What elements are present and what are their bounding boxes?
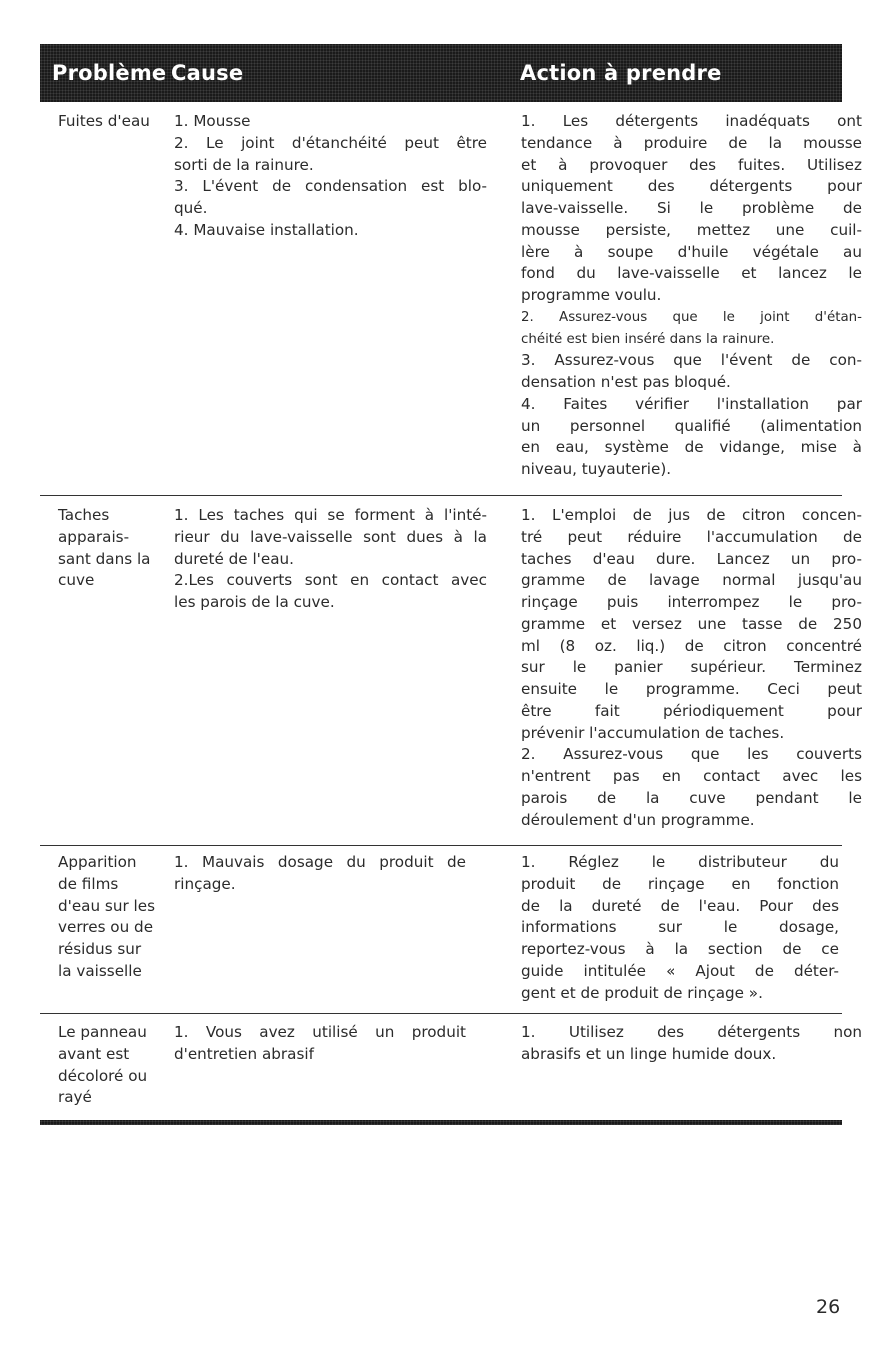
problem-text: d'eau sur les <box>58 896 156 915</box>
action-line: 3. Assurez-vous que l'évent de con- <box>521 351 862 370</box>
problem-text: décoloré ou <box>58 1066 148 1085</box>
action-line: rinçage puis interrompez le pro- <box>521 593 862 611</box>
action-line: 2. Assurez-vous que les couverts <box>521 745 862 764</box>
row-divider <box>40 495 842 496</box>
problem-text: Fuites d'eau <box>58 112 150 130</box>
problem-cell <box>58 505 150 592</box>
action-line: chéité est bien inséré dans la rainure. <box>521 331 775 347</box>
action-line: gramme et versez une tasse de 250 <box>521 614 862 633</box>
action-line: programme voulu. <box>521 286 662 304</box>
table-footer-bar <box>40 1120 842 1125</box>
action-cell <box>521 505 862 831</box>
action-line: un personnel qualifié (alimentation <box>521 416 862 435</box>
action-line: lave-vaisselle. Si le problème de <box>521 199 862 217</box>
action-line: parois de la cuve pendant le <box>521 788 862 807</box>
row-divider <box>40 845 842 846</box>
action-line: tré peut réduire l'accumulation de <box>521 527 862 546</box>
header-action: Action à prendre <box>520 61 722 85</box>
action-line: taches d'eau dure. Lancez un pro- <box>521 549 862 568</box>
action-line: 1. L'emploi de jus de citron concen- <box>521 506 862 524</box>
cause-line: rinçage. <box>174 874 236 893</box>
problem-text: apparais- <box>58 527 130 546</box>
cause-cell <box>174 505 487 614</box>
row-divider <box>40 1013 842 1014</box>
action-line: 1. Réglez le distributeur du <box>521 853 839 871</box>
cause-line: 2. Le joint d'étanchéité peut être <box>174 133 487 152</box>
action-line: fond du lave-vaisselle et lancez le <box>521 264 862 283</box>
problem-text: sant dans la <box>58 549 151 568</box>
cause-line: dureté de l'eau. <box>174 549 294 568</box>
problem-text: la vaisselle <box>58 961 142 980</box>
action-line: déroulement d'un programme. <box>521 810 755 829</box>
action-line: mousse persiste, mettez une cuil- <box>521 220 862 239</box>
header-cause: Cause <box>171 61 244 85</box>
action-line: guide intitulée « Ajout de déter- <box>521 961 839 980</box>
action-line: en eau, système de vidange, mise à <box>521 438 862 457</box>
cause-line: rieur du lave-vaisselle sont dues à la <box>174 527 487 546</box>
action-line: être fait périodiquement pour <box>521 701 862 720</box>
action-line: de la dureté de l'eau. Pour des <box>521 896 839 915</box>
problem-text: cuve <box>58 571 95 590</box>
page-number: 26 <box>816 1296 841 1318</box>
action-line: n'entrent pas en contact avec les <box>521 767 862 785</box>
action-line: sur le panier supérieur. Terminez <box>521 658 862 677</box>
problem-text: rayé <box>58 1088 92 1107</box>
cause-line: qué. <box>174 199 208 217</box>
cause-cell <box>174 852 466 896</box>
action-line: 4. Faites vérifier l'installation par <box>521 394 862 413</box>
action-line: gramme de lavage normal jusqu'au <box>521 571 862 590</box>
cause-cell <box>174 1022 466 1066</box>
problem-text: Le panneau <box>58 1023 147 1041</box>
cause-line: les parois de la cuve. <box>174 593 335 611</box>
action-line: densation n'est pas bloqué. <box>521 373 731 391</box>
problem-text: résidus sur <box>58 940 142 958</box>
action-cell <box>521 852 862 1004</box>
action-line: 2. Assurez-vous que le joint d'étan- <box>521 309 862 325</box>
cause-line: 1. Vous avez utilisé un produit <box>174 1023 466 1041</box>
action-line: produit de rinçage en fonction <box>521 874 839 893</box>
action-line: abrasifs et un linge humide doux. <box>521 1044 777 1063</box>
action-line: ensuite le programme. Ceci peut <box>521 680 862 698</box>
problem-text: avant est <box>58 1044 130 1063</box>
problem-text: Taches <box>58 506 110 524</box>
cause-line: 1. Mousse <box>174 112 251 130</box>
problem-text: verres ou de <box>58 918 154 937</box>
cause-line: 4. Mauvaise installation. <box>174 220 359 239</box>
action-line: uniquement des détergents pour <box>521 177 862 196</box>
action-line: lère à soupe d'huile végétale au <box>521 242 862 261</box>
cause-line: 1. Les taches qui se forment à l'inté- <box>174 506 487 524</box>
action-line: reportez-vous à la section de ce <box>521 940 839 958</box>
problem-text: de films <box>58 874 119 893</box>
action-line: 1. Utilisez des détergents non <box>521 1023 862 1041</box>
action-line: tendance à produire de la mousse <box>521 133 862 152</box>
problem-cell <box>58 1022 147 1109</box>
action-line: ml (8 oz. liq.) de citron concentré <box>521 636 862 655</box>
problem-cell <box>58 852 155 983</box>
cause-line: 1. Mauvais dosage du produit de <box>174 853 466 871</box>
cause-line: d'entretien abrasif <box>174 1044 314 1063</box>
action-cell <box>521 1022 862 1066</box>
action-line: informations sur le dosage, <box>521 918 839 937</box>
action-line: gent et de produit de rinçage ». <box>521 983 763 1002</box>
problem-text: Apparition <box>58 853 137 871</box>
cause-cell <box>174 111 487 242</box>
cause-line: 3. L'évent de condensation est blo- <box>174 177 487 196</box>
action-line: 1. Les détergents inadéquats ont <box>521 112 862 130</box>
action-line: niveau, tuyauterie). <box>521 460 672 478</box>
header-problem: Problème <box>52 61 167 85</box>
action-cell <box>521 111 862 481</box>
action-line: prévenir l'accumulation de taches. <box>521 723 785 742</box>
action-line: et à provoquer des fuites. Utilisez <box>521 155 862 174</box>
cause-line: 2.Les couverts sont en contact avec <box>174 571 487 590</box>
table-header <box>40 44 842 102</box>
cause-line: sorti de la rainure. <box>174 155 314 174</box>
problem-cell <box>58 111 150 133</box>
